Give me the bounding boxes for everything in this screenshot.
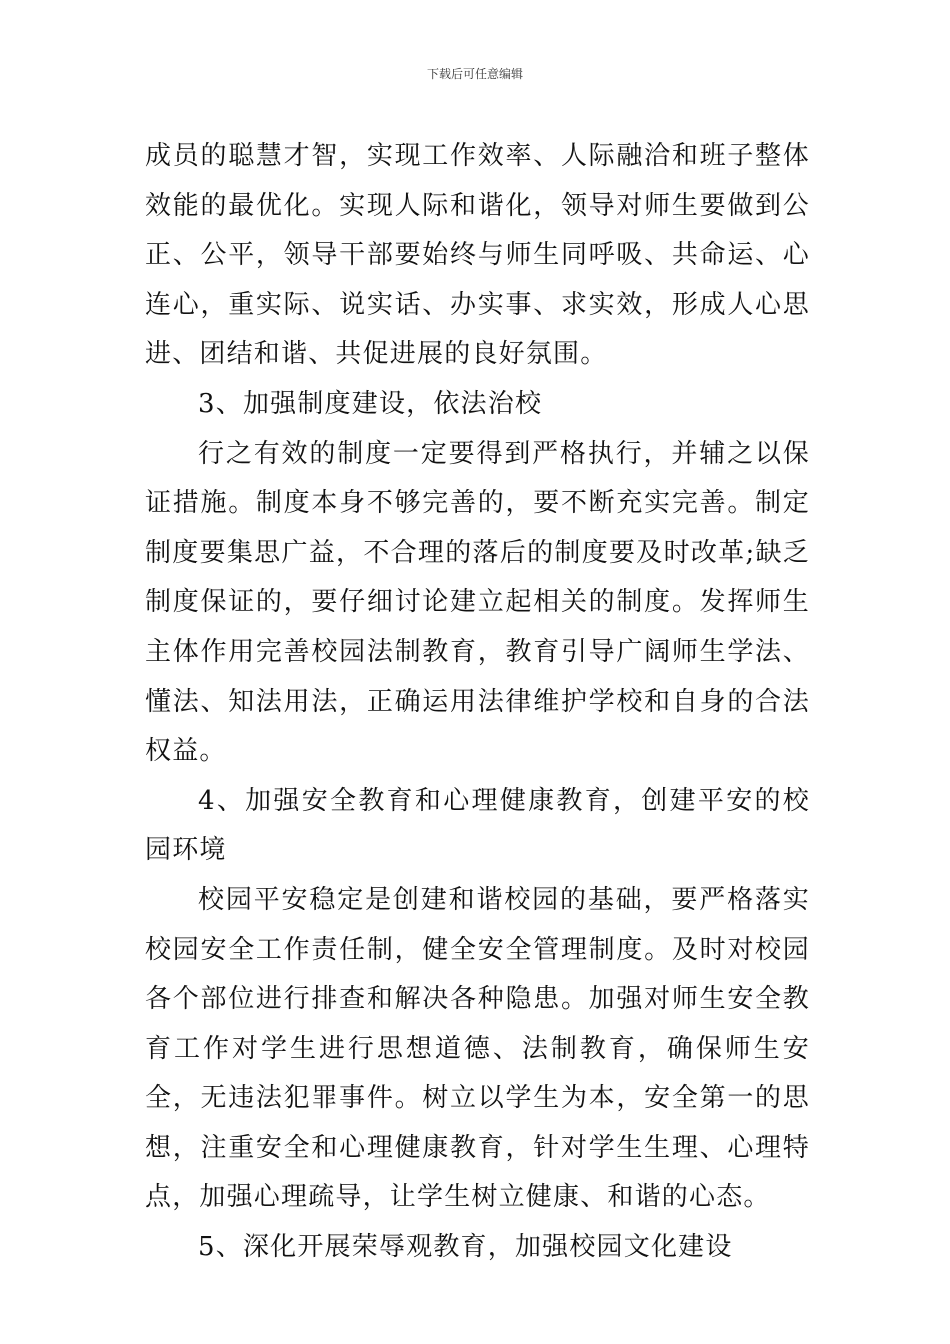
document-body (145, 132, 810, 1273)
page-header: 下载后可任意编辑 (426, 67, 523, 81)
paragraph-system-building: 行之有效的制度一定要得到严格执行，并辅之以保证措施。制度本身不够完善的，要不断充实完善。制定制度要集思广益，不合理的落后的制度要及时改革;缺乏制度保证的，要仔细讨论建立起相关的制度。发挥师生主体作用完善校园法制教育，教育引导广阔师生学法、懂法、知法用法，正确运用法律维护学校和自身的合法权益。 (145, 438, 810, 767)
paragraph-campus-safety: 校园平安稳定是创建和谐校园的基础，要严格落实校园安全工作责任制，健全安全管理制度。及时对校园各个部位进行排查和解决各种隐患。加强对师生安全教育工作对学生进行思想道德、法制教育，确保师生安全，无违法犯罪事件。树立以学生为本，安全第一的思想，注重安全和心理健康教育，针对学生生理、心理特点，加强心理疏导，让学生树立健康、和谐的心态。 (145, 884, 810, 1213)
section-heading-3: 3、加强制度建设，依法治校 (198, 388, 543, 419)
paragraph-continuation: 成员的聪慧才智，实现工作效率、人际融洽和班子整体效能的最优化。实现人际和谐化，领导对师生要做到公正、公平，领导干部要始终与师生同呼吸、共命运、心连心，重实际、说实话、办实事、求实效，形成人心思进、团结和谐、共促进展的良好氛围。 (145, 141, 810, 370)
section-heading-4: 4、加强安全教育和心理健康教育，创建平安的校园环境 (145, 785, 810, 866)
section-heading-5: 5、深化开展荣辱观教育，加强校园文化建设 (198, 1232, 733, 1263)
